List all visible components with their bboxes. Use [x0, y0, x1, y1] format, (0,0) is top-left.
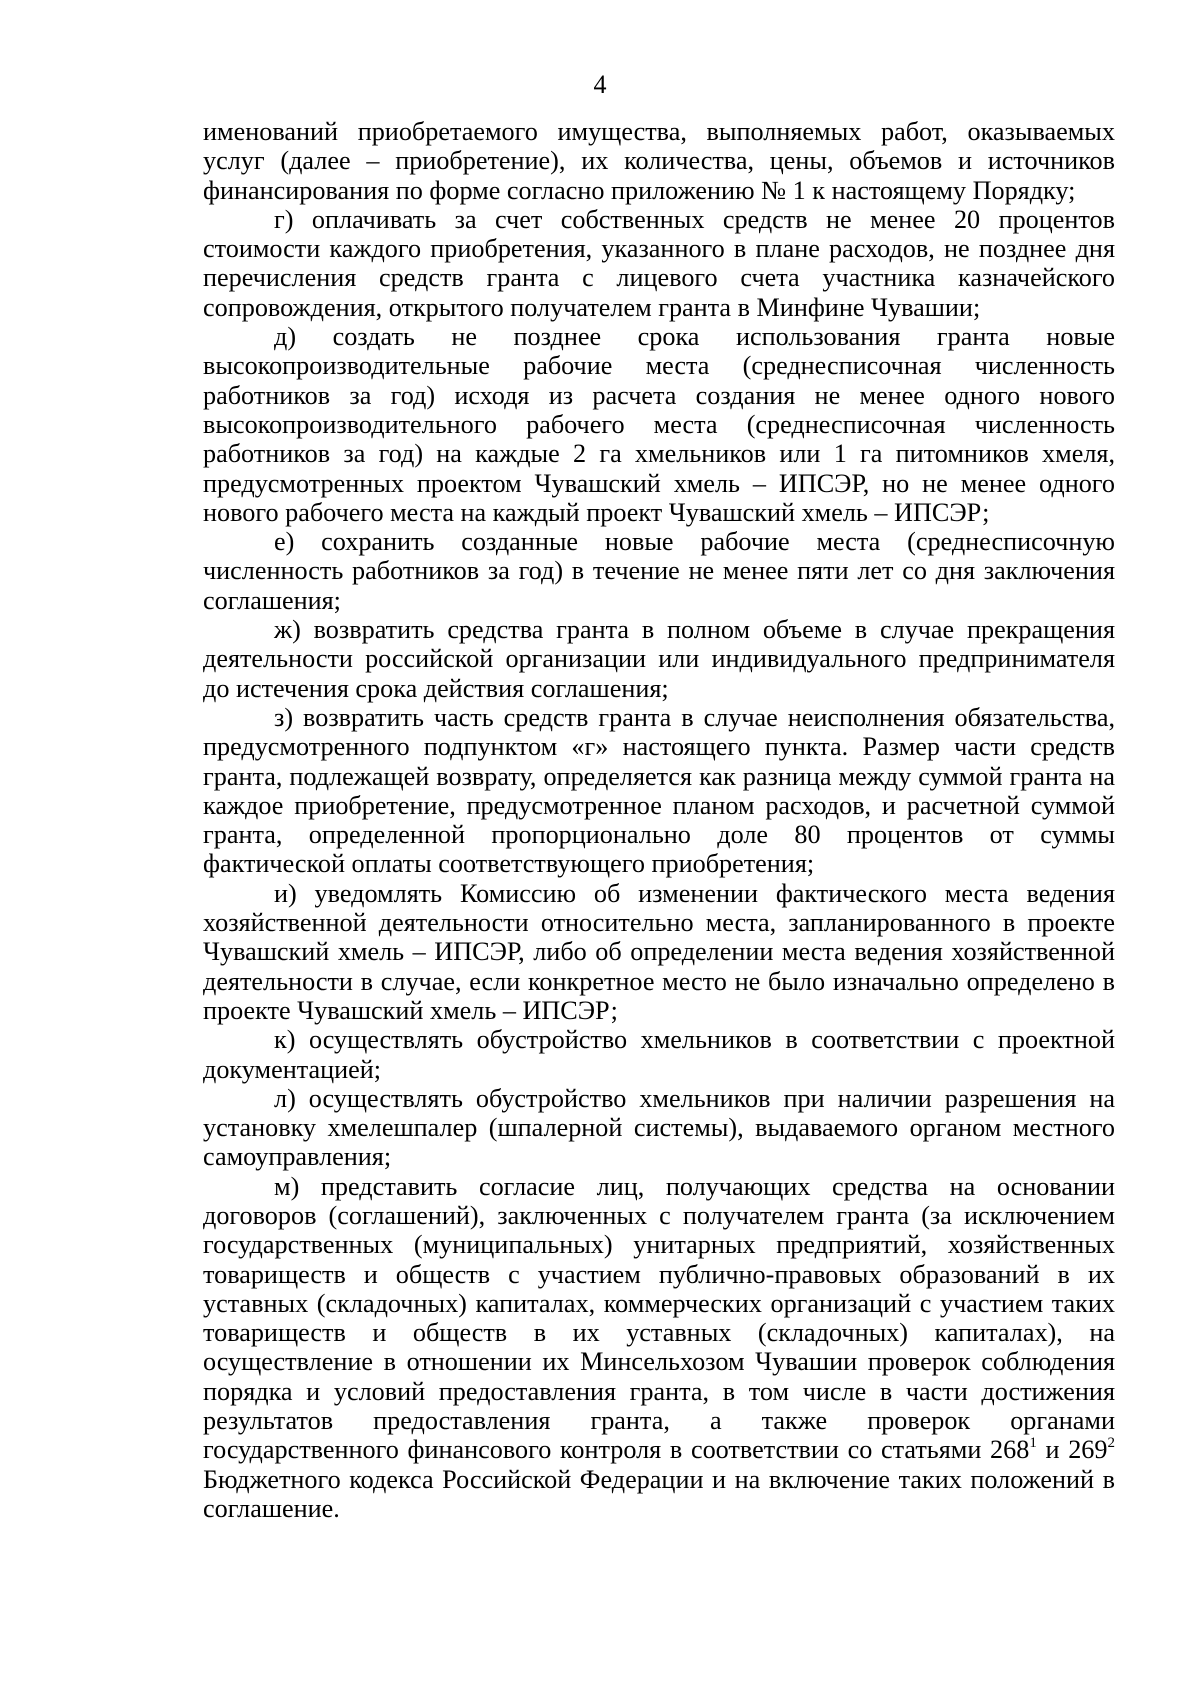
paragraph-item-d: д) создать не позднее срока использования гранта новые высокопроизводительные рабочие места (среднесписочная численность работников за год) исходя из расчета создания не менее одного нового высокопроизводительного рабочего места (среднесписочная численность работников за год) на каждые 2 га хмельников или 1 га питомников хмеля, предусмотренных проектом Чувашский хмель – ИПСЭР, но не менее одного нового рабочего места на каждый проект Чувашский хмель – ИПСЭР; — [203, 322, 1115, 527]
paragraph-item-i: и) уведомлять Комиссию об изменении фактического места ведения хозяйственной деятельности относительно места, запланированного в проекте Чувашский хмель – ИПСЭР, либо об определении места ведения хозяйственной деятельности в случае, если конкретное место не было изначально определено в проекте Чувашский хмель – ИПСЭР; — [203, 878, 1115, 1025]
document-body — [203, 117, 1115, 1523]
paragraph-continuation: именований приобретаемого имущества, выполняемых работ, оказываемых услуг (далее – приобретение), их количества, цены, объемов и источников финансирования по форме согласно приложению № 1 к настоящему Порядку; — [203, 117, 1115, 205]
paragraph-item-l: л) осуществлять обустройство хмельников при наличии разрешения на установку хмелешпалер (шпалерной системы), выдаваемого органом местного самоуправления; — [203, 1083, 1115, 1172]
paragraph-item-m-text-3: Бюджетного кодекса Российской Федерации и на включение таких положений в соглашение. — [203, 1464, 1115, 1523]
paragraph-item-m — [203, 1172, 1115, 1524]
paragraph-item-m-text-2: и 269 — [1036, 1435, 1108, 1465]
paragraph-item-e: е) сохранить созданные новые рабочие места (среднесписочную численность работников за год) в течение не менее пяти лет со дня заключения соглашения; — [203, 527, 1115, 615]
paragraph-item-m-text-1: м) представить согласие лиц, получающих средства на основании договоров (соглашений), заключенных с получателем гранта (за исключением государственных (муниципальных) унитарных предприятий, хозяйственных товариществ и обществ с участием публично-правовых образований в их уставных (складочных) капиталах, коммерческих организаций с участием таких товариществ и обществ в их уставных (складочных) капиталах), на осуществление в отношении их Минсельхозом Чувашии проверок соблюдения порядка и условий предоставления гранта, в том числе в части достижения результатов предоставления гранта, а также проверок органами государственного финансового контроля в соответствии со статьями 268 — [203, 1171, 1115, 1465]
paragraph-item-g: г) оплачивать за счет собственных средств не менее 20 процентов стоимости каждого приобретения, указанного в плане расходов, не позднее дня перечисления средств гранта с лицевого счета участника казначейского сопровождения, открытого получателем гранта в Минфине Чувашии; — [203, 204, 1115, 322]
superscript-2: 2 — [1107, 1435, 1115, 1452]
paragraph-item-zh: ж) возвратить средства гранта в полном объеме в случае прекращения деятельности российской организации или индивидуального предпринимателя до истечения срока действия соглашения; — [203, 615, 1115, 703]
page-number: 4 — [593, 70, 607, 99]
superscript-1: 1 — [1029, 1435, 1037, 1452]
paragraph-item-k: к) осуществлять обустройство хмельников в соответствии с проектной документацией; — [203, 1025, 1115, 1084]
paragraph-item-z: з) возвратить часть средств гранта в случае неисполнения обязательства, предусмотренного подпунктом «г» настоящего пункта. Размер части средств гранта, подлежащей возврату, определяется как разница между суммой гранта на каждое приобретение, предусмотренное планом расходов, и расчетной суммой гранта, определенной пропорционально доле 80 процентов от суммы фактической оплаты соответствующего приобретения; — [203, 702, 1115, 879]
